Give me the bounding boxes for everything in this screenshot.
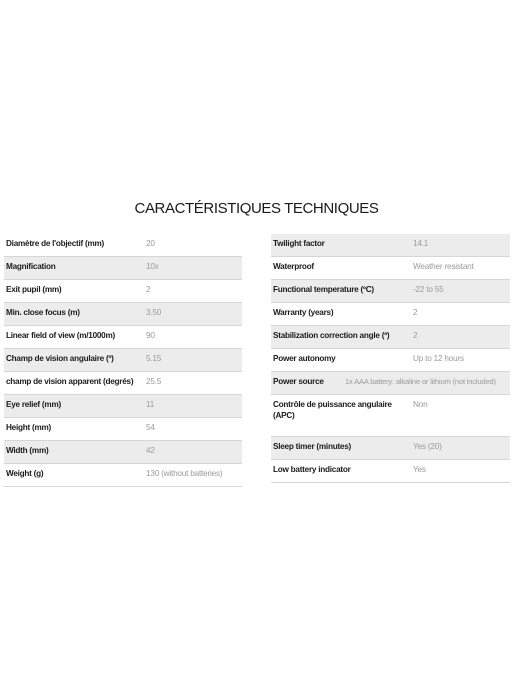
table-row bbox=[4, 395, 242, 418]
table-row bbox=[4, 280, 242, 303]
table-row bbox=[271, 326, 510, 349]
page-title: CARACTÉRISTIQUES TECHNIQUES bbox=[134, 200, 379, 217]
spec-value: 130 (without batteries) bbox=[146, 469, 223, 478]
spec-value: Yes (20) bbox=[413, 442, 442, 451]
table-row bbox=[271, 395, 510, 437]
spec-value: Non bbox=[413, 400, 428, 409]
table-row bbox=[271, 303, 510, 326]
spec-label: Linear field of view (m/1000m) bbox=[6, 331, 115, 340]
spec-label: Diamètre de l'objectif (mm) bbox=[6, 239, 105, 248]
spec-label: Magnification bbox=[6, 262, 56, 271]
spec-value: 2 bbox=[146, 285, 151, 294]
spec-value: 42 bbox=[146, 446, 155, 455]
spec-value: 90 bbox=[146, 331, 155, 340]
spec-label: Sleep timer (minutes) bbox=[273, 442, 352, 451]
spec-label: Functional temperature (ºC) bbox=[273, 285, 374, 294]
spec-label: Champ de vision angulaire (º) bbox=[6, 354, 114, 363]
spec-value: 1x AAA battery: alkaline or lithium (not included) bbox=[345, 377, 496, 386]
specs-table-right bbox=[271, 234, 510, 483]
spec-label: Stabilization correction angle (º) bbox=[273, 331, 390, 340]
table-row bbox=[271, 437, 510, 460]
spec-value: 25.5 bbox=[146, 377, 162, 386]
spec-value: 10x bbox=[146, 262, 159, 271]
table-row bbox=[4, 464, 242, 487]
spec-label: Height (mm) bbox=[6, 423, 52, 432]
spec-value: 20 bbox=[146, 239, 155, 248]
spec-value: 54 bbox=[146, 423, 155, 432]
spec-value: -22 to 55 bbox=[413, 285, 444, 294]
table-row bbox=[271, 349, 510, 372]
spec-label: Power autonomy bbox=[273, 354, 336, 363]
spec-value: 14.1 bbox=[413, 239, 429, 248]
spec-value: 5.15 bbox=[146, 354, 162, 363]
table-row bbox=[271, 280, 510, 303]
spec-label: Contrôle de puissance angulaire (APC) bbox=[273, 400, 392, 420]
table-row bbox=[4, 349, 242, 372]
spec-label: Twilight factor bbox=[273, 239, 325, 248]
table-row bbox=[4, 372, 242, 395]
table-row bbox=[271, 372, 510, 395]
spec-label: champ de vision apparent (degrés) bbox=[6, 377, 134, 386]
table-row bbox=[4, 257, 242, 280]
spec-label: Exit pupil (mm) bbox=[6, 285, 62, 294]
spec-label: Width (mm) bbox=[6, 446, 49, 455]
spec-value: 3.50 bbox=[146, 308, 162, 317]
table-row bbox=[4, 234, 242, 257]
spec-label: Waterproof bbox=[273, 262, 314, 271]
specs-table-left bbox=[4, 234, 242, 487]
spec-label: Min. close focus (m) bbox=[6, 308, 80, 317]
spec-value: Weather resistant bbox=[413, 262, 474, 271]
spec-label: Low battery indicator bbox=[273, 465, 351, 474]
table-row bbox=[4, 303, 242, 326]
table-row bbox=[271, 234, 510, 257]
table-row bbox=[4, 441, 242, 464]
spec-label: Warranty (years) bbox=[273, 308, 334, 317]
table-row bbox=[4, 418, 242, 441]
spec-label: Power source bbox=[273, 377, 324, 386]
spec-label: Eye relief (mm) bbox=[6, 400, 61, 409]
spec-label: Weight (g) bbox=[6, 469, 44, 478]
spec-value: Yes bbox=[413, 465, 426, 474]
table-row bbox=[4, 326, 242, 349]
spec-value: 11 bbox=[146, 400, 155, 409]
table-row bbox=[271, 460, 510, 483]
spec-value: 2 bbox=[413, 308, 418, 317]
table-row bbox=[271, 257, 510, 280]
spec-value: 2 bbox=[413, 331, 418, 340]
spec-value: Up to 12 hours bbox=[413, 354, 464, 363]
